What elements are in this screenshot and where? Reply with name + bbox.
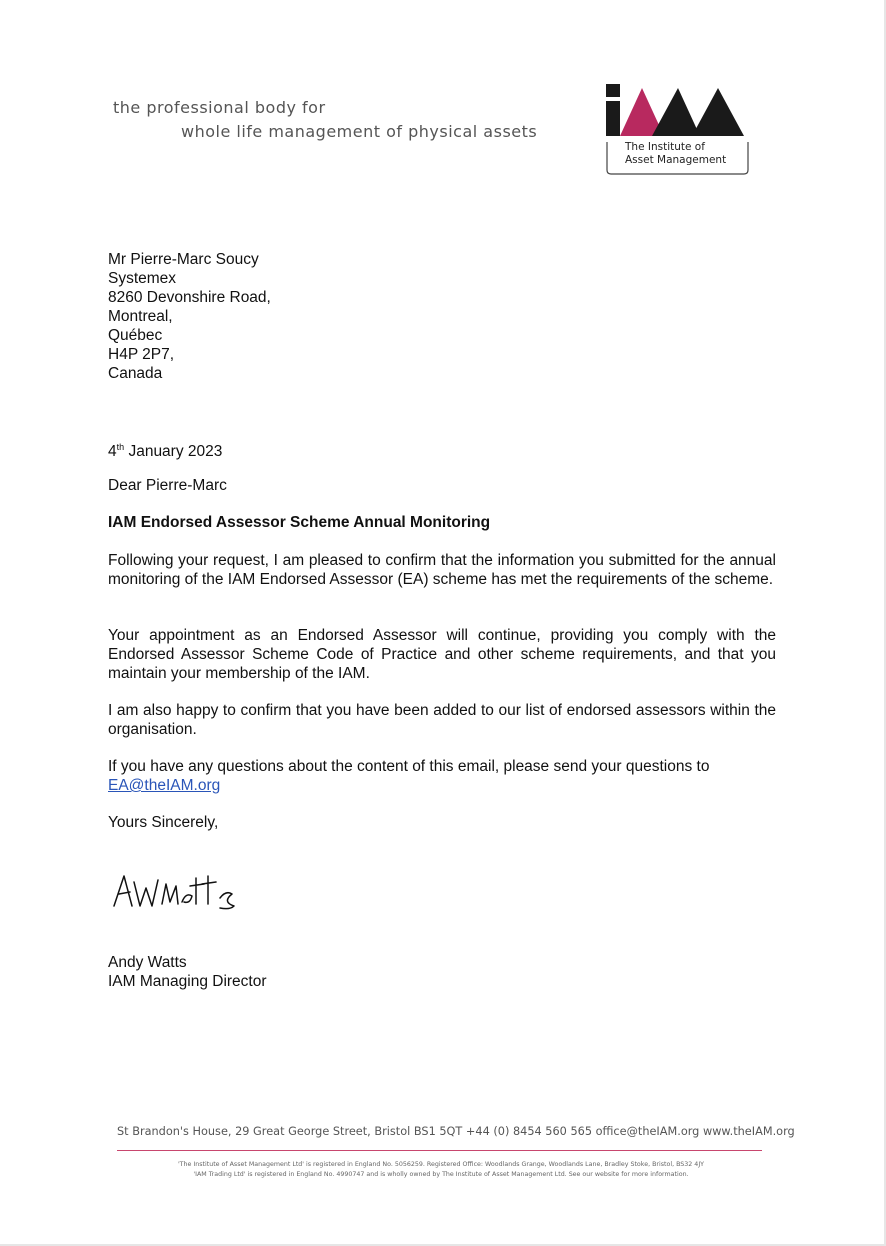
address-line: Mr Pierre-Marc Soucy — [108, 251, 259, 268]
signer-title: IAM Managing Director — [108, 973, 267, 990]
footer-divider — [117, 1150, 762, 1151]
signer-name: Andy Watts — [108, 954, 187, 971]
email-link[interactable]: EA@theIAM.org — [108, 777, 221, 794]
closing: Yours Sincerely, — [108, 814, 219, 831]
header-tagline — [113, 96, 537, 144]
paragraph-contact — [108, 757, 776, 795]
footer-legal — [117, 1160, 765, 1180]
address-line: Canada — [108, 365, 163, 382]
address-line: H4P 2P7, — [108, 346, 175, 363]
date-rest: January 2023 — [124, 443, 223, 461]
date-day: 4 — [108, 443, 117, 461]
logo-text-line-2: Asset Management — [625, 154, 727, 166]
address-line: Systemex — [108, 270, 177, 287]
paragraph: Following your request, I am pleased to confirm that the information you submitted for the annual monitoring of the IAM Endorsed Assessor (EA) scheme has met the requirements of the scheme. — [108, 552, 776, 588]
paragraph: Your appointment as an Endorsed Assessor will continue, providing you comply with the Endorsed Assessor Scheme Code of Practice and other scheme requirements, and that you maintain your membership of the IAM. — [108, 627, 776, 682]
legal-line-2: 'IAM Trading Ltd' is registered in England No. 4990747 and is wholly owned by The Institute of Asset Management Ltd. See our website for more information. — [193, 1171, 689, 1178]
tagline-line-1: the professional body for — [113, 98, 326, 117]
letter-date — [108, 438, 222, 461]
letter-subject: IAM Endorsed Assessor Scheme Annual Monitoring — [108, 514, 491, 531]
address-line: Québec — [108, 327, 163, 344]
address-line: 8260 Devonshire Road, — [108, 289, 271, 306]
contact-text: If you have any questions about the content of this email, please send your questions to — [108, 758, 710, 775]
date-suffix: th — [116, 442, 125, 452]
tagline-line-2: whole life management of physical assets — [181, 122, 538, 141]
logo-text-line-1: The Institute of — [625, 141, 705, 153]
address-line: Montreal, — [108, 308, 173, 325]
salutation: Dear Pierre-Marc — [108, 477, 227, 494]
footer-address: St Brandon's House, 29 Great George Street, Bristol BS1 5QT +44 (0) 8454 560 565 office@theIAM.org www.theIAM.org — [117, 1125, 795, 1138]
legal-line-1: 'The Institute of Asset Management Ltd' is registered in England No. 5056259. Registered Office: Woodlands Grange, Woodlands Lane, Bradley Stoke, Bristol, BS32 4JY — [177, 1161, 705, 1168]
paragraph: I am also happy to confirm that you have been added to our list of endorsed assessors within the organisation. — [108, 702, 776, 738]
signature-image — [110, 868, 242, 916]
recipient-address — [108, 250, 271, 383]
logo-text — [625, 141, 726, 167]
